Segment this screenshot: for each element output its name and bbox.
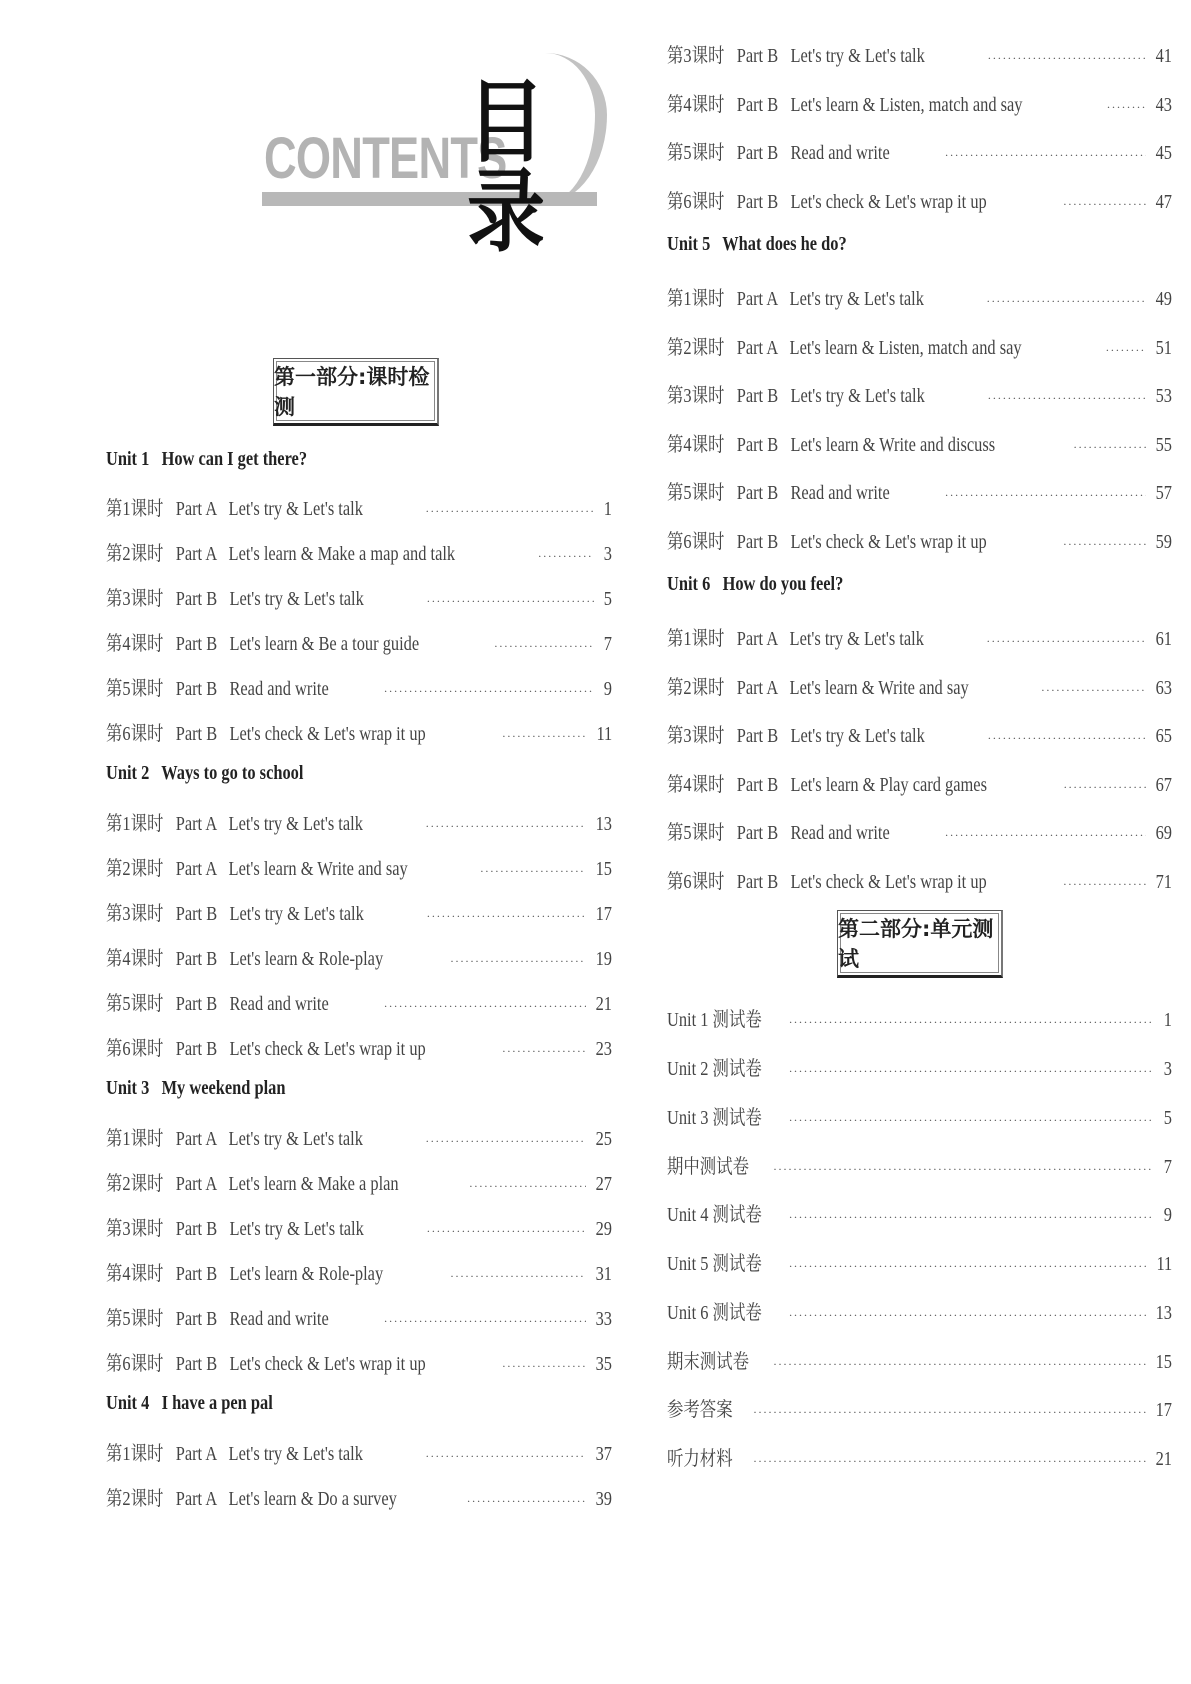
entry-label: Unit 5 测试卷 [667,1253,762,1275]
page-number: 15 [1155,1351,1172,1373]
page-number: 43 [1155,94,1172,116]
page-number: 59 [1155,531,1172,553]
toc-entry[interactable] [667,428,1172,454]
page-number: 7 [603,633,612,655]
entry-label: 第1课时 Part A Let's try & Let's talk [106,498,363,520]
dot-leader [1063,537,1146,552]
page-number: 9 [603,678,612,700]
dot-leader [789,1015,1154,1030]
dot-leader [494,639,594,654]
toc-entry[interactable] [667,1003,1172,1029]
page-number: 47 [1155,191,1172,213]
toc-entry[interactable] [106,717,612,743]
entry-label: Unit 2 测试卷 [667,1058,762,1080]
toc-entry[interactable] [667,1247,1172,1273]
toc-entry[interactable] [106,537,612,563]
entry-label: 期末测试卷 [667,1351,749,1373]
toc-entry[interactable] [106,1167,612,1193]
toc-entry[interactable] [667,476,1172,502]
dot-leader [987,391,1146,406]
toc-entry[interactable] [106,1302,612,1328]
toc-entry[interactable] [106,672,612,698]
dot-leader [450,1269,586,1284]
entry-label: 参考答案 [667,1399,733,1421]
entry-label: Unit 1 测试卷 [667,1009,762,1031]
entry-label: 第2课时 Part A Let's learn & Write and say [667,677,969,699]
toc-entry[interactable] [106,807,612,833]
page-number: 37 [595,1443,612,1465]
page-number: 15 [595,858,612,880]
page-number: 35 [595,1353,612,1375]
dot-leader [789,1113,1154,1128]
toc-entry[interactable] [667,1150,1172,1176]
entry-label: 第1课时 Part A Let's try & Let's talk [106,813,363,835]
entry-label: 第6课时 Part B Let's check & Let's wrap it up [667,531,987,553]
dot-leader [426,594,594,609]
dot-leader [987,51,1146,66]
dot-leader [502,729,587,744]
contents-header [262,48,607,265]
page-number: 25 [595,1128,612,1150]
page-number: 13 [595,813,612,835]
page-number: 1 [603,498,612,520]
entry-label: 第3课时 Part B Let's try & Let's talk [106,1218,364,1240]
page-number: 53 [1155,385,1172,407]
page-number: 65 [1155,725,1172,747]
page-number: 5 [1163,1107,1172,1129]
page-number: 3 [1163,1058,1172,1080]
toc-entry[interactable] [106,987,612,1013]
dot-leader [425,1449,586,1464]
toc-entry[interactable] [667,768,1172,794]
dot-leader [789,1259,1147,1274]
dot-leader [425,504,594,519]
entry-label: 第6课时 Part B Let's check & Let's wrap it up [667,871,987,893]
page-number: 23 [595,1038,612,1060]
page-number: 27 [595,1173,612,1195]
toc-entry[interactable] [667,282,1172,308]
page-number: 9 [1163,1204,1172,1226]
page-number: 67 [1155,774,1172,796]
entry-label: 第4课时 Part B Let's learn & Role-play [106,948,384,970]
entry-label: 第6课时 Part B Let's check & Let's wrap it up [106,723,426,745]
toc-entry[interactable] [667,185,1172,211]
toc-entry[interactable] [667,136,1172,162]
page-title: 目录 [467,69,564,265]
toc-entry[interactable] [667,865,1172,891]
entry-label: 第5课时 Part B Read and write [106,678,329,700]
page-number: 21 [1155,1448,1172,1470]
entry-label: 第1课时 Part A Let's try & Let's talk [106,1443,363,1465]
entry-label: 第2课时 Part A Let's learn & Make a map and talk [106,543,456,565]
toc-entry[interactable] [106,1257,612,1283]
dot-leader [945,828,1146,843]
dot-leader [753,1405,1146,1420]
entry-label: 第4课时 Part B Let's learn & Write and discuss [667,434,996,456]
entry-label: 第3课时 Part B Let's try & Let's talk [106,903,364,925]
toc-entry[interactable] [106,1437,612,1463]
page-number: 11 [1156,1253,1172,1275]
page-number: 11 [596,723,612,745]
dot-leader [773,1162,1154,1177]
section-title-part2: 第二部分:单元测试 [837,910,1003,978]
entry-label: 第1课时 Part A Let's try & Let's talk [667,288,924,310]
dot-leader [384,999,586,1014]
page-number: 19 [595,948,612,970]
toc-entry[interactable] [667,816,1172,842]
dot-leader [986,634,1146,649]
toc-entry[interactable] [667,1393,1172,1419]
dot-leader [450,954,586,969]
page-number: 55 [1155,434,1172,456]
toc-entry[interactable] [667,331,1172,357]
unit-heading: Unit 5 What does he do? [667,233,847,255]
page-number: 5 [603,588,612,610]
dot-leader [467,1494,586,1509]
dot-leader [538,549,594,564]
page-number: 21 [595,993,612,1015]
page-number: 33 [595,1308,612,1330]
page-number: 31 [595,1263,612,1285]
page-number: 41 [1155,45,1172,67]
toc-entry[interactable] [667,1296,1172,1322]
dot-leader [789,1064,1154,1079]
toc-entry[interactable] [106,627,612,653]
toc-entry[interactable] [106,492,612,518]
entry-label: 第6课时 Part B Let's check & Let's wrap it up [106,1038,426,1060]
toc-entry[interactable] [667,1101,1172,1127]
page-number: 7 [1163,1156,1172,1178]
page-number: 49 [1155,288,1172,310]
dot-leader [753,1454,1146,1469]
page-number: 13 [1155,1302,1172,1324]
entry-label: Unit 6 测试卷 [667,1302,762,1324]
entry-label: 第4课时 Part B Let's learn & Play card games [667,774,987,796]
entry-label: 第5课时 Part B Read and write [667,822,890,844]
toc-entry[interactable] [667,1345,1172,1371]
dot-leader [384,684,594,699]
entry-label: 第2课时 Part A Let's learn & Make a plan [106,1173,399,1195]
dot-leader [1107,100,1146,115]
page-number: 63 [1155,677,1172,699]
dot-leader [1041,683,1146,698]
page-number: 51 [1155,337,1172,359]
unit-heading: Unit 3 My weekend plan [106,1077,286,1099]
entry-label: 第4课时 Part B Let's learn & Role-play [106,1263,384,1285]
dot-leader [987,731,1146,746]
entry-label: 第6课时 Part B Let's check & Let's wrap it up [667,191,987,213]
section-title-part1: 第一部分:课时检测 [273,358,439,426]
entry-label: 第6课时 Part B Let's check & Let's wrap it up [106,1353,426,1375]
toc-entry[interactable] [667,671,1172,697]
entry-label: 第5课时 Part B Read and write [667,482,890,504]
page-number: 17 [1155,1399,1172,1421]
dot-leader [502,1359,586,1374]
page-number: 61 [1155,628,1172,650]
dot-leader [425,1134,586,1149]
toc-entry[interactable] [106,1212,612,1238]
entry-label: 第2课时 Part A Let's learn & Write and say [106,858,408,880]
entry-label: Unit 4 测试卷 [667,1204,762,1226]
entry-label: 第5课时 Part B Read and write [667,142,890,164]
dot-leader [773,1357,1146,1372]
dot-leader [1073,440,1146,455]
toc-entry[interactable] [667,1052,1172,1078]
toc-entry[interactable] [106,1347,612,1373]
toc-entry[interactable] [667,1442,1172,1468]
entry-label: 第2课时 Part A Let's learn & Listen, match and say [667,337,1022,359]
toc-entry[interactable] [667,39,1172,65]
page-number: 45 [1155,142,1172,164]
entry-label: 第1课时 Part A Let's try & Let's talk [106,1128,363,1150]
entry-label: 期中测试卷 [667,1156,749,1178]
entry-label: 第3课时 Part B Let's try & Let's talk [667,45,925,67]
toc-entry[interactable] [667,525,1172,551]
entry-label: 第5课时 Part B Read and write [106,993,329,1015]
dot-leader [1063,780,1146,795]
page-number: 3 [603,543,612,565]
dot-leader [426,1224,586,1239]
page-number: 71 [1155,871,1172,893]
unit-heading: Unit 1 How can I get there? [106,448,308,470]
toc-entry[interactable] [106,1032,612,1058]
entry-label: Unit 3 测试卷 [667,1107,762,1129]
toc-entry[interactable] [106,852,612,878]
dot-leader [384,1314,586,1329]
dot-leader [480,864,586,879]
entry-label: 第3课时 Part B Let's try & Let's talk [106,588,364,610]
dot-leader [426,909,586,924]
contents-word: CONTENTS [264,126,507,191]
dot-leader [1105,343,1146,358]
toc-entry[interactable] [667,88,1172,114]
page-number: 29 [595,1218,612,1240]
page-number: 39 [595,1488,612,1510]
unit-heading: Unit 4 I have a pen pal [106,1392,273,1414]
page-number: 57 [1155,482,1172,504]
toc-entry[interactable] [106,1482,612,1508]
toc-entry[interactable] [667,719,1172,745]
page-number: 17 [595,903,612,925]
dot-leader [469,1179,586,1194]
toc-entry[interactable] [106,897,612,923]
entry-label: 第5课时 Part B Read and write [106,1308,329,1330]
entry-label: 第2课时 Part A Let's learn & Do a survey [106,1488,397,1510]
dot-leader [789,1210,1154,1225]
unit-heading: Unit 2 Ways to go to school [106,762,304,784]
dot-leader [945,488,1146,503]
page-number: 1 [1163,1009,1172,1031]
dot-leader [1063,197,1146,212]
toc-entry[interactable] [106,1122,612,1148]
toc-entry[interactable] [667,379,1172,405]
toc-entry[interactable] [106,582,612,608]
entry-label: 第4课时 Part B Let's learn & Be a tour guide [106,633,420,655]
toc-entry[interactable] [667,622,1172,648]
dot-leader [502,1044,586,1059]
dot-leader [425,819,586,834]
dot-leader [945,148,1146,163]
entry-label: 第4课时 Part B Let's learn & Listen, match and say [667,94,1023,116]
entry-label: 第3课时 Part B Let's try & Let's talk [667,725,925,747]
entry-label: 听力材料 [667,1448,733,1470]
dot-leader [986,294,1146,309]
unit-heading: Unit 6 How do you feel? [667,573,844,595]
toc-entry[interactable] [106,942,612,968]
entry-label: 第3课时 Part B Let's try & Let's talk [667,385,925,407]
dot-leader [789,1308,1146,1323]
dot-leader [1063,877,1146,892]
toc-entry[interactable] [667,1198,1172,1224]
entry-label: 第1课时 Part A Let's try & Let's talk [667,628,924,650]
page-number: 69 [1155,822,1172,844]
